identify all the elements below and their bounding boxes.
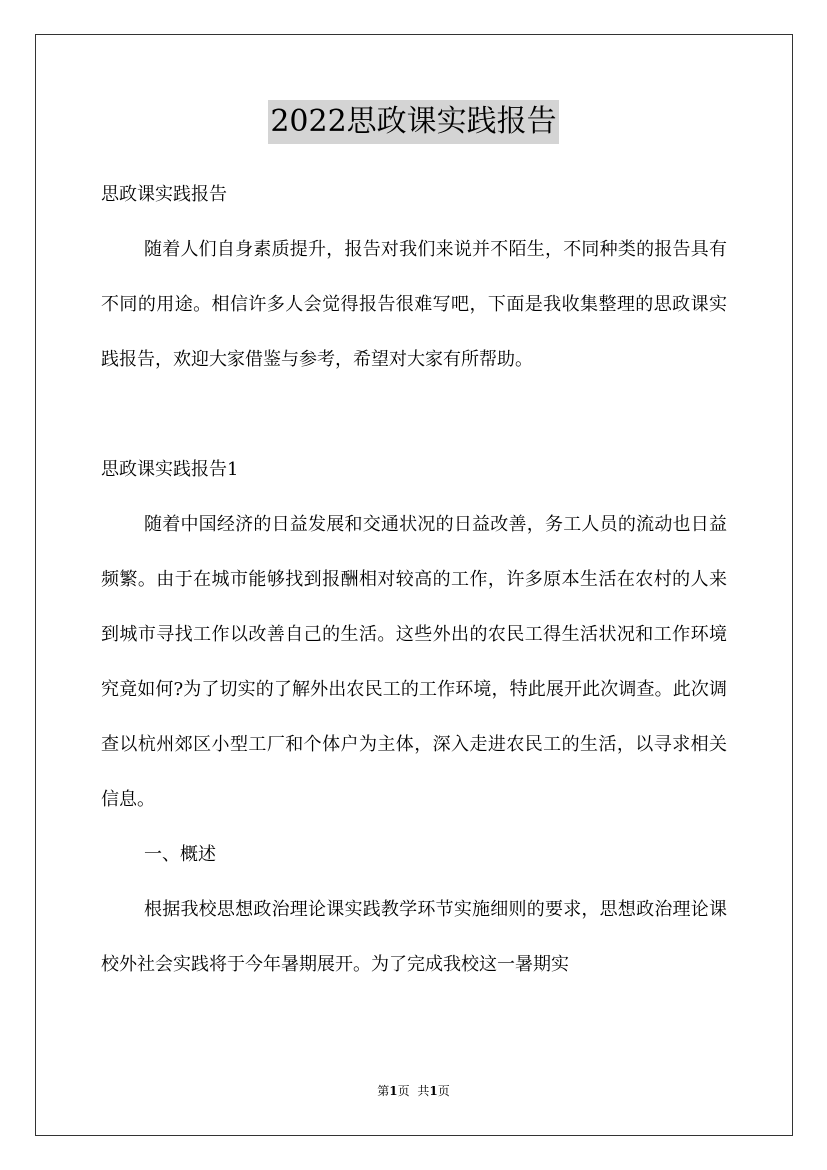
body-paragraph-1: 随着中国经济的日益发展和交通状况的日益改善，务工人员的流动也日益频繁。由于在城市能够找到报酬相对较高的工作，许多原本生活在农村的人来到城市寻找工作以改善自己的生活。这些外出的农民工得生活状况和工作环境究竟如何?为了切实的了解外出农民工的工作环境，特此展开此次调查。此次调查以杭州郊区小型工厂和个体户为主体，深入走进农民工的生活，以寻求相关信息。 xyxy=(101,514,727,810)
footer-total-number: 1 xyxy=(429,1084,438,1098)
footer-page-prefix: 第 xyxy=(377,1084,390,1098)
footer-page-suffix: 页 xyxy=(397,1084,410,1098)
title-container xyxy=(0,100,827,144)
footer-total-suffix: 页 xyxy=(437,1084,450,1098)
body-paragraph-2: 根据我校思想政治理论课实践教学环节实施细则的要求，思想政治理论课校外社会实践将于今年暑期展开。为了完成我校这一暑期实 xyxy=(101,899,727,975)
page-footer xyxy=(0,1083,827,1099)
subheading-overview: 一、概述 xyxy=(144,844,216,865)
footer-total-prefix: 共 xyxy=(417,1084,430,1098)
document-title: 2022思政课实践报告 xyxy=(268,100,558,144)
document-body xyxy=(101,167,727,992)
footer-page-number: 1 xyxy=(389,1084,398,1098)
section-heading: 思政课实践报告1 xyxy=(101,459,239,480)
document-subtitle: 思政课实践报告 xyxy=(101,184,227,205)
intro-paragraph: 随着人们自身素质提升，报告对我们来说并不陌生，不同种类的报告具有不同的用途。相信许多人会觉得报告很难写吧，下面是我收集整理的思政课实践报告，欢迎大家借鉴与参考，希望对大家有所帮助。 xyxy=(101,239,727,370)
blank-line xyxy=(101,387,727,442)
